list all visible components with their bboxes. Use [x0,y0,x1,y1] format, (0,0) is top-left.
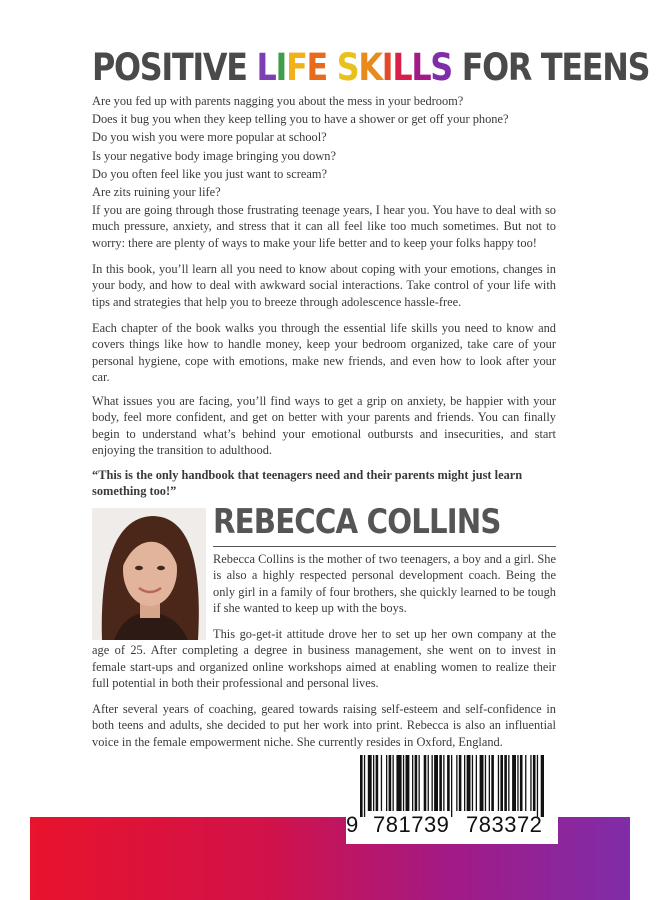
question-list [92,92,562,201]
outcomes-paragraph: What issues you are facing, you’ll find ways to get a grip on anxiety, be happier with your body, feel more confident, and get on better with your parents and friends. You can finally begin to understand what’s behind your emotional outbursts and insecurities, and start enjoying the transition to adulthood. [92,394,556,457]
isbn-digit-group: 783372 [466,812,543,837]
question-line: Do you wish you were more popular at school? [92,130,327,145]
question-line: Is your negative body image bringing you down? [92,148,336,163]
barcode-bar [500,755,503,811]
barcode-bar [537,755,538,817]
barcode-bar [476,755,477,811]
barcode-bar [520,755,523,811]
barcode-bar [368,755,372,811]
barcode-bar [403,755,404,811]
barcode-bar [360,755,363,817]
title-word-skills: SKILLS [336,46,452,89]
barcode-bar [373,755,374,811]
barcode-bar [364,755,365,817]
author-photo [92,508,206,640]
question-line: Does it bug you when they keep telling you to have a shower or get off your phone? [92,112,509,127]
barcode-bar [485,755,486,811]
barcode-bar [530,755,531,811]
barcode-bar [434,755,438,811]
author-bio-paragraph: After several years of coaching, geared towards raising self-esteem and self-confidence in both teens and adults, she decided to put her work into print. Rebecca is also an influential voice in the female empowerment niche. She currently resides in Oxford, England. [92,702,556,749]
barcode-bars [360,755,544,817]
barcode-bar [389,755,392,811]
question-line: Are you fed up with parents nagging you about the mess in your bedroom? [92,94,464,108]
author-bio-paragraph: Rebecca Collins is the mother of two teenagers, a boy and a girl. She is also a highly respected personal development coach. Being the only girl in a family of four brothers, she quickly learned to be tough if she wanted to keep up with the boys. [213,552,556,615]
barcode-bar [451,755,452,817]
title-space [327,46,337,89]
testimonial-quote: “This is the only handbook that teenagers need and their parents might just learn something too!” [92,468,523,499]
barcode-bar [406,755,410,811]
author-bio-paragraph: This go-get-it attitude drove her to set up her own company at the age of 25. After completing a degree in business management, she went on to invest in female start-ups and organized online workshops aimed at enabling women to realize their full potential in both their professional and personal lives. [92,627,556,690]
barcode-bar [386,755,387,811]
barcode-bar [498,755,499,811]
barcode-bar [467,755,471,811]
book-title [92,46,650,90]
barcode-bar [504,755,507,811]
question-line: Do you often feel like you just want to scream? [92,166,328,181]
barcode-bar [541,755,544,817]
title-part-positive: POSITIVE [92,46,257,89]
barcode-bar [419,755,420,811]
barcode-bar [424,755,427,811]
isbn-digit-group: 9 [346,812,359,837]
barcode-bar [459,755,462,811]
barcode-bar [508,755,509,811]
barcode-bar [517,755,518,811]
title-part-for-teens: FOR TEENS [451,46,650,89]
barcode-bar [464,755,465,811]
barcode-bar [432,755,433,811]
chapters-paragraph: Each chapter of the book walks you through the essential life skills you need to know and covers things like how to handle money, keep your bedroom organized, take care of your personal hygiene, cope with emotions, make new friends, and even how to look after your car. [92,321,556,384]
title-word-life: LIFE [256,46,327,89]
barcode-bar [533,755,536,811]
barcode-bar [443,755,444,811]
isbn-digit-group: 781739 [373,812,450,837]
barcode-bar [381,755,382,811]
barcode-bar [456,755,457,811]
barcode-bar [415,755,418,811]
barcode-bar [489,755,490,811]
author-name: REBECCA COLLINS [213,502,501,542]
question-line: Are zits ruining your life? [92,185,221,200]
book-contents-paragraph: In this book, you’ll learn all you need to know about coping with your emotions, changes in your body, and how to deal with awkward social interactions. Take control of your life with tips and strategies that help you to breeze through adolescence hassle-free. [92,262,556,309]
barcode-bar [480,755,484,811]
barcode-bar [396,755,401,811]
barcode-bar [491,755,494,811]
barcode-bar [428,755,429,811]
intro-paragraph: If you are going through those frustrating teenage years, I hear you. You have to deal with so much pressure, anxiety, and stress that it can all feel like too much sometimes. But not to worry: there are plenty of ways to make your life better and to keep your folks happy too! [92,203,556,250]
barcode-bar [393,755,394,811]
isbn-barcode [346,750,558,844]
barcode-bar [472,755,473,811]
author-name-underline [213,546,556,547]
barcode-bar [412,755,413,811]
barcode-bar [447,755,450,811]
barcode-bar [512,755,516,811]
barcode-bar [525,755,526,811]
barcode-bar [439,755,442,811]
barcode-bar [376,755,379,811]
